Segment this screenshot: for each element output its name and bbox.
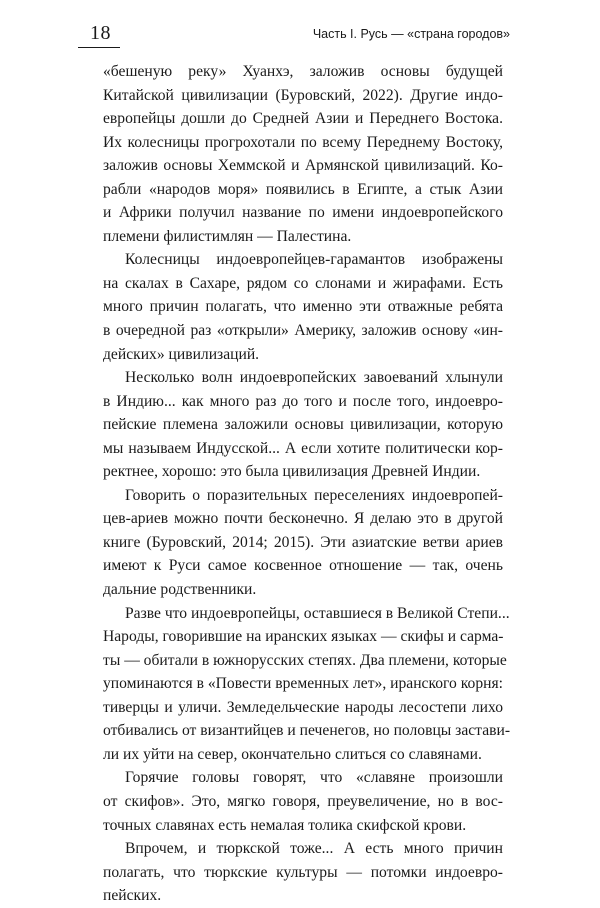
page-number: 18 (90, 22, 111, 44)
text-line: ректнее, хорошо: это была цивилизация Древней Индии. (103, 463, 481, 481)
text-line: на скалах в Сахаре, рядом со слонами и жирафами. Есть (103, 274, 503, 292)
text-line: Разве что индоевропейцы, оставшиеся в Великой Степи... (125, 604, 510, 622)
text-line: Говорить о поразительных переселениях индоевропей- (125, 486, 503, 504)
text-line: Народы, говорившие на иранских языках — скифы и сарма- (103, 628, 504, 646)
text-line: рабли «народов моря» появились в Египте, а стык Азии (103, 180, 503, 198)
text-line: Несколько волн индоевропейских завоеваний хлынули (125, 369, 503, 387)
text-line: ли их уйти на север, окончательно слиться со славянами. (103, 745, 482, 763)
text-line: мы называем Индусской... А если хотите политически кор- (103, 439, 503, 457)
text-line: ты — обитали в южнорусских степях. Два племени, которые (103, 651, 507, 669)
text-line: точных славянах есть немалая толика скифской крови. (103, 816, 467, 834)
text-line: цев-ариев можно почти бесконечно. Я делаю это в другой (103, 510, 503, 528)
paragraph (103, 484, 503, 602)
text-line: полагать, что тюркские культуры — потомки индоевро- (103, 863, 503, 881)
paragraph (103, 766, 503, 837)
text-line: Колесницы индоевропейцев-гарамантов изображены (125, 251, 503, 269)
text-line: имеют к Руси самое косвенное отношение — так, очень (103, 557, 503, 575)
text-line: Китайской цивилизации (Буровский, 2022). Другие индо- (103, 86, 503, 104)
text-line: от скифов». Это, мягко говоря, преувеличение, но в вос- (103, 792, 503, 810)
paragraph (103, 60, 503, 248)
text-line: племени филистимлян — Палестина. (103, 227, 352, 245)
text-line: много причин полагать, что именно эти отважные ребята (103, 298, 503, 316)
text-line: Горячие головы говорят, что «славяне произошли (125, 769, 503, 787)
text-line: книге (Буровский, 2014; 2015). Эти азиатские ветви ариев (103, 533, 503, 551)
header-rule (78, 47, 120, 48)
paragraph (103, 602, 511, 767)
text-line: Впрочем, и тюркской тоже... А есть много причин (125, 840, 503, 858)
text-line: упоминаются в «Повести временных лет», иранского корня: (103, 675, 503, 693)
paragraph (103, 366, 503, 484)
text-line: Их колесницы прогрохотали по всему Переднему Востоку, (103, 133, 503, 151)
text-line: в очередной раз «открыли» Америку, заложив основу «ин- (103, 322, 503, 340)
paragraph (103, 248, 503, 366)
text-line: заложив основы Хеммской и Армянской цивилизаций. Ко- (103, 157, 503, 175)
paragraph (103, 837, 503, 908)
text-line: европейцы дошли до Средней Азии и Переднего Востока. (103, 110, 503, 128)
text-line: тиверцы и уличи. Земледельческие народы лесостепи лихо (103, 698, 503, 716)
text-line: и Африки получил название по имени индоевропейского (103, 204, 503, 222)
body-text (103, 60, 511, 908)
text-line: в Индию... как много раз до того и после того, индоевро- (103, 392, 503, 410)
running-head: Часть I. Русь — «страна городов» (312, 27, 510, 41)
text-line: отбивались от византийцев и печенегов, но половцы застави- (103, 722, 511, 740)
text-line: пейские племена заложили основы цивилизации, которую (103, 416, 503, 434)
text-line: дальние родственники. (103, 581, 257, 599)
text-line: «бешеную реку» Хуанхэ, заложив основы будущей (103, 63, 503, 80)
text-line: пейских. (103, 887, 162, 905)
text-line: дейских» цивилизаций. (103, 345, 260, 363)
